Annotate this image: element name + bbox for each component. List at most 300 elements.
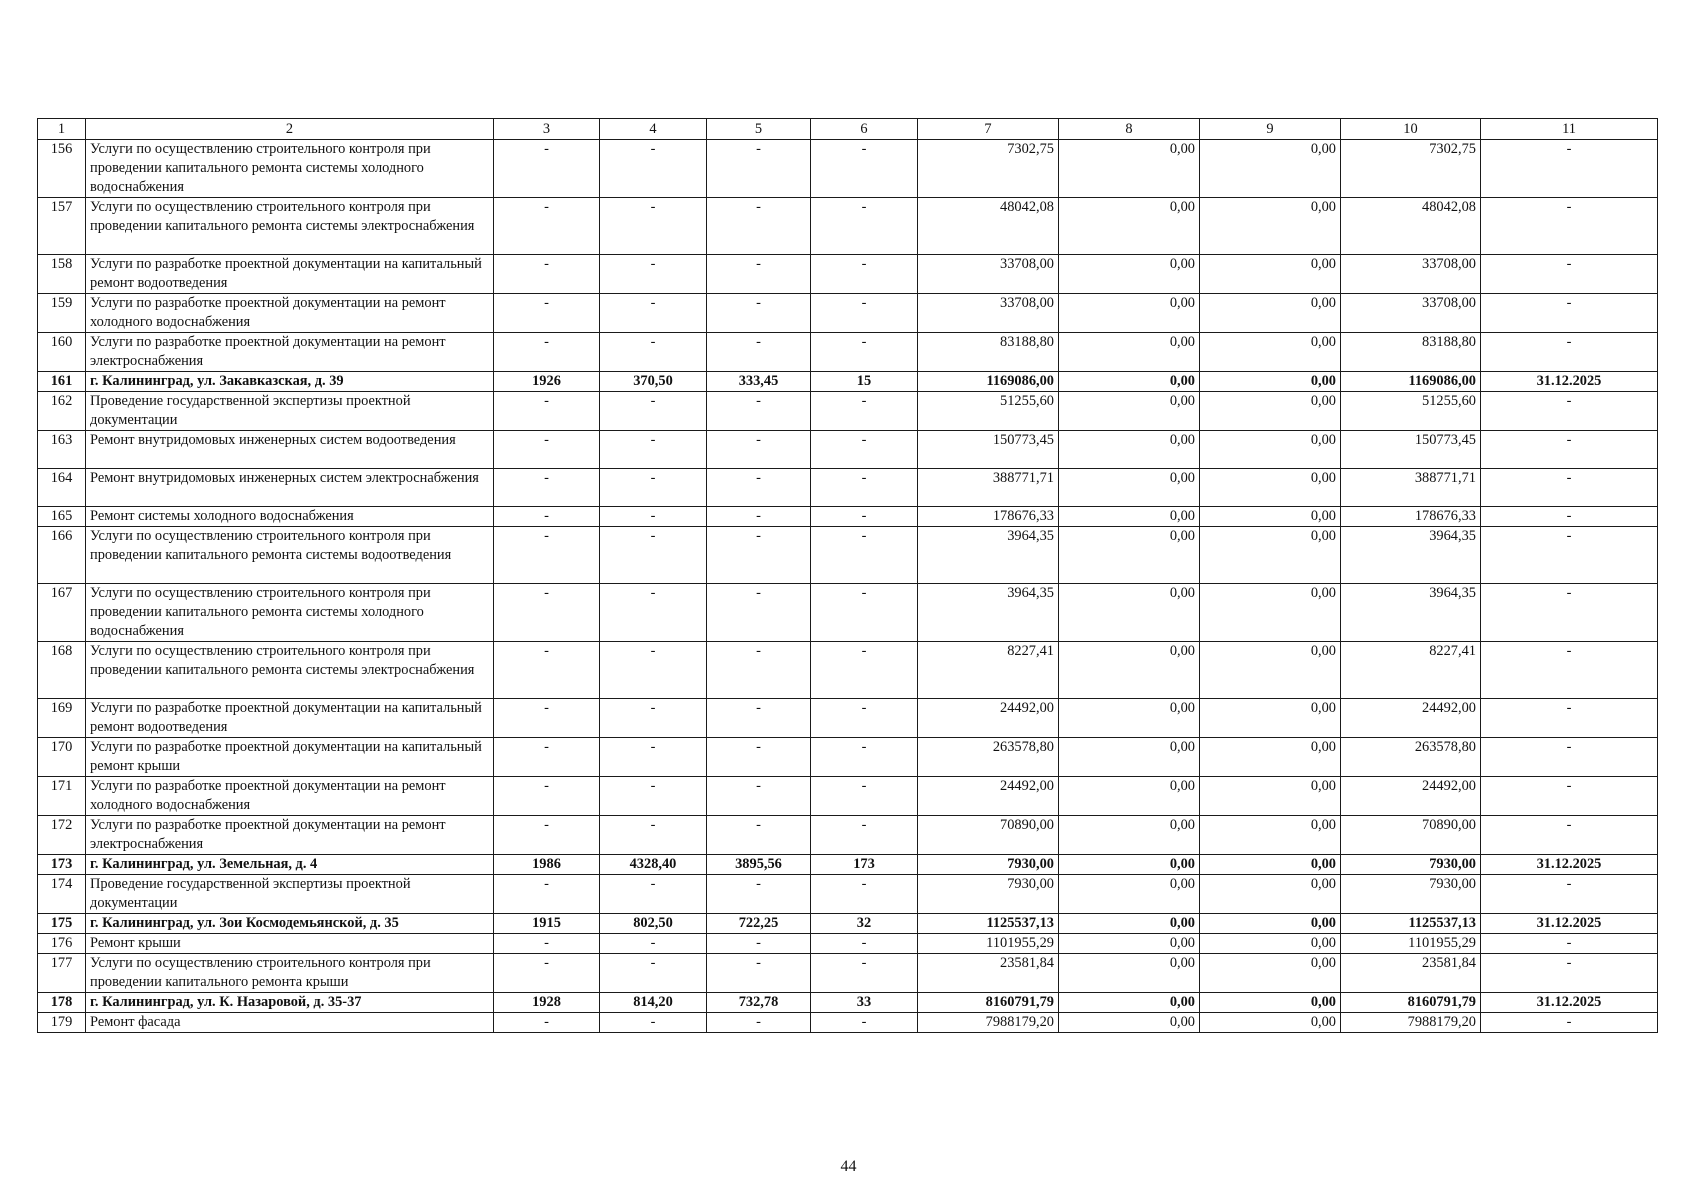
col-fund-1: 0,00 — [1059, 333, 1200, 372]
column-number: 10 — [1341, 119, 1481, 140]
col-area-total: - — [600, 507, 707, 527]
col-area-living: - — [707, 333, 811, 372]
col-deadline: - — [1481, 527, 1658, 584]
row-number: 160 — [38, 333, 86, 372]
work-item-row — [38, 469, 1658, 507]
col-fund-2: 0,00 — [1200, 738, 1341, 777]
row-number: 158 — [38, 255, 86, 294]
row-number: 163 — [38, 431, 86, 469]
col-deadline: - — [1481, 777, 1658, 816]
row-description: Услуги по разработке проектной документации на капитальный ремонт водоотведения — [86, 255, 494, 294]
col-fund-owners: 7930,00 — [1341, 875, 1481, 914]
col-year: - — [494, 584, 600, 642]
col-fund-1: 0,00 — [1059, 527, 1200, 584]
col-fund-owners: 7988179,20 — [1341, 1013, 1481, 1033]
col-cost-total: 51255,60 — [918, 392, 1059, 431]
row-description: Ремонт внутридомовых инженерных систем водоотведения — [86, 431, 494, 469]
col-deadline: - — [1481, 934, 1658, 954]
col-fund-owners: 1101955,29 — [1341, 934, 1481, 954]
col-area-living: 333,45 — [707, 372, 811, 392]
col-year: - — [494, 527, 600, 584]
work-item-row — [38, 699, 1658, 738]
col-area-total: - — [600, 431, 707, 469]
col-fund-owners: 1125537,13 — [1341, 914, 1481, 934]
column-number: 4 — [600, 119, 707, 140]
row-number: 177 — [38, 954, 86, 993]
row-description: Ремонт фасада — [86, 1013, 494, 1033]
row-description: Услуги по осуществлению строительного контроля при проведении капитального ремонта системы холодного водоснабжения — [86, 140, 494, 198]
column-number: 7 — [918, 119, 1059, 140]
col-area-living: - — [707, 140, 811, 198]
col-area-living: - — [707, 816, 811, 855]
col-cost-total: 7988179,20 — [918, 1013, 1059, 1033]
col-fund-owners: 51255,60 — [1341, 392, 1481, 431]
col-deadline: 31.12.2025 — [1481, 855, 1658, 875]
col-fund-1: 0,00 — [1059, 875, 1200, 914]
col-fund-owners: 8227,41 — [1341, 642, 1481, 699]
work-item-row — [38, 777, 1658, 816]
col-area-total: 370,50 — [600, 372, 707, 392]
col-cost-total: 24492,00 — [918, 777, 1059, 816]
col-year: - — [494, 875, 600, 914]
row-description: Услуги по разработке проектной документации на ремонт холодного водоснабжения — [86, 777, 494, 816]
col-fund-owners: 24492,00 — [1341, 777, 1481, 816]
col-year: - — [494, 699, 600, 738]
col-deadline: 31.12.2025 — [1481, 993, 1658, 1013]
col-fund-owners: 23581,84 — [1341, 954, 1481, 993]
col-residents: - — [811, 954, 918, 993]
col-year: - — [494, 140, 600, 198]
col-area-total: - — [600, 140, 707, 198]
row-description: Услуги по разработке проектной документации на капитальный ремонт водоотведения — [86, 699, 494, 738]
col-fund-2: 0,00 — [1200, 993, 1341, 1013]
column-number: 8 — [1059, 119, 1200, 140]
row-number: 162 — [38, 392, 86, 431]
col-fund-2: 0,00 — [1200, 140, 1341, 198]
col-fund-1: 0,00 — [1059, 1013, 1200, 1033]
col-cost-total: 7302,75 — [918, 140, 1059, 198]
col-fund-1: 0,00 — [1059, 372, 1200, 392]
col-fund-owners: 7930,00 — [1341, 855, 1481, 875]
col-fund-1: 0,00 — [1059, 294, 1200, 333]
col-fund-owners: 70890,00 — [1341, 816, 1481, 855]
col-deadline: - — [1481, 392, 1658, 431]
col-area-living: - — [707, 1013, 811, 1033]
col-area-living: - — [707, 642, 811, 699]
col-area-living: - — [707, 392, 811, 431]
col-residents: - — [811, 333, 918, 372]
col-fund-owners: 3964,35 — [1341, 584, 1481, 642]
col-fund-2: 0,00 — [1200, 392, 1341, 431]
col-fund-owners: 388771,71 — [1341, 469, 1481, 507]
col-deadline: - — [1481, 507, 1658, 527]
col-residents: - — [811, 469, 918, 507]
col-area-total: - — [600, 469, 707, 507]
col-fund-owners: 7302,75 — [1341, 140, 1481, 198]
col-fund-1: 0,00 — [1059, 255, 1200, 294]
col-fund-2: 0,00 — [1200, 934, 1341, 954]
work-item-row — [38, 431, 1658, 469]
col-deadline: - — [1481, 294, 1658, 333]
col-fund-1: 0,00 — [1059, 584, 1200, 642]
col-fund-2: 0,00 — [1200, 527, 1341, 584]
col-year: - — [494, 1013, 600, 1033]
col-area-total: 802,50 — [600, 914, 707, 934]
row-number: 156 — [38, 140, 86, 198]
col-year: 1928 — [494, 993, 600, 1013]
address-row — [38, 993, 1658, 1013]
col-fund-owners: 150773,45 — [1341, 431, 1481, 469]
col-deadline: - — [1481, 469, 1658, 507]
col-residents: 173 — [811, 855, 918, 875]
col-fund-owners: 263578,80 — [1341, 738, 1481, 777]
col-fund-1: 0,00 — [1059, 954, 1200, 993]
col-year: - — [494, 255, 600, 294]
col-area-living: - — [707, 469, 811, 507]
col-fund-1: 0,00 — [1059, 642, 1200, 699]
row-number: 157 — [38, 198, 86, 255]
col-residents: - — [811, 816, 918, 855]
col-residents: 15 — [811, 372, 918, 392]
col-cost-total: 1169086,00 — [918, 372, 1059, 392]
row-number: 169 — [38, 699, 86, 738]
col-area-living: 732,78 — [707, 993, 811, 1013]
col-fund-1: 0,00 — [1059, 469, 1200, 507]
col-year: - — [494, 777, 600, 816]
col-residents: 33 — [811, 993, 918, 1013]
col-area-living: 3895,56 — [707, 855, 811, 875]
row-number: 178 — [38, 993, 86, 1013]
col-year: - — [494, 392, 600, 431]
row-description: Проведение государственной экспертизы проектной документации — [86, 875, 494, 914]
row-description: Услуги по осуществлению строительного контроля при проведении капитального ремонта системы холодного водоснабжения — [86, 584, 494, 642]
col-area-living: - — [707, 699, 811, 738]
col-area-total: - — [600, 294, 707, 333]
row-number: 171 — [38, 777, 86, 816]
col-fund-owners: 24492,00 — [1341, 699, 1481, 738]
col-fund-1: 0,00 — [1059, 993, 1200, 1013]
col-cost-total: 24492,00 — [918, 699, 1059, 738]
col-fund-2: 0,00 — [1200, 816, 1341, 855]
col-cost-total: 178676,33 — [918, 507, 1059, 527]
col-cost-total: 3964,35 — [918, 527, 1059, 584]
col-area-total: 4328,40 — [600, 855, 707, 875]
work-item-row — [38, 333, 1658, 372]
row-number: 164 — [38, 469, 86, 507]
col-residents: - — [811, 507, 918, 527]
column-number: 9 — [1200, 119, 1341, 140]
work-item-row — [38, 934, 1658, 954]
column-number: 6 — [811, 119, 918, 140]
col-fund-owners: 8160791,79 — [1341, 993, 1481, 1013]
col-deadline: - — [1481, 738, 1658, 777]
column-number: 1 — [38, 119, 86, 140]
col-area-living: - — [707, 934, 811, 954]
col-year: 1986 — [494, 855, 600, 875]
col-deadline: - — [1481, 699, 1658, 738]
work-item-row — [38, 738, 1658, 777]
col-fund-2: 0,00 — [1200, 469, 1341, 507]
col-area-living: - — [707, 294, 811, 333]
col-fund-2: 0,00 — [1200, 372, 1341, 392]
col-area-living: - — [707, 584, 811, 642]
col-deadline: - — [1481, 333, 1658, 372]
column-number: 5 — [707, 119, 811, 140]
work-item-row — [38, 140, 1658, 198]
col-cost-total: 33708,00 — [918, 294, 1059, 333]
col-cost-total: 48042,08 — [918, 198, 1059, 255]
row-description: г. Калининград, ул. Зои Космодемьянской, д. 35 — [86, 914, 494, 934]
col-cost-total: 388771,71 — [918, 469, 1059, 507]
col-fund-owners: 83188,80 — [1341, 333, 1481, 372]
row-number: 168 — [38, 642, 86, 699]
col-area-total: - — [600, 198, 707, 255]
row-description: Проведение государственной экспертизы проектной документации — [86, 392, 494, 431]
row-description: Услуги по разработке проектной документации на ремонт электроснабжения — [86, 333, 494, 372]
work-item-row — [38, 392, 1658, 431]
col-cost-total: 1125537,13 — [918, 914, 1059, 934]
col-area-total: - — [600, 738, 707, 777]
col-year: - — [494, 431, 600, 469]
address-row — [38, 372, 1658, 392]
row-number: 175 — [38, 914, 86, 934]
row-description: Услуги по осуществлению строительного контроля при проведении капитального ремонта крыши — [86, 954, 494, 993]
col-year: 1926 — [494, 372, 600, 392]
col-fund-1: 0,00 — [1059, 816, 1200, 855]
col-fund-2: 0,00 — [1200, 642, 1341, 699]
col-fund-2: 0,00 — [1200, 1013, 1341, 1033]
col-residents: - — [811, 431, 918, 469]
work-item-row — [38, 875, 1658, 914]
col-cost-total: 23581,84 — [918, 954, 1059, 993]
row-number: 170 — [38, 738, 86, 777]
col-deadline: - — [1481, 431, 1658, 469]
col-cost-total: 8227,41 — [918, 642, 1059, 699]
col-fund-owners: 3964,35 — [1341, 527, 1481, 584]
col-year: - — [494, 954, 600, 993]
col-area-total: - — [600, 934, 707, 954]
col-area-total: - — [600, 954, 707, 993]
column-number: 11 — [1481, 119, 1658, 140]
col-deadline: 31.12.2025 — [1481, 914, 1658, 934]
row-description: г. Калининград, ул. К. Назаровой, д. 35-37 — [86, 993, 494, 1013]
col-fund-owners: 33708,00 — [1341, 294, 1481, 333]
col-deadline: - — [1481, 1013, 1658, 1033]
row-description: Ремонт системы холодного водоснабжения — [86, 507, 494, 527]
col-residents: - — [811, 642, 918, 699]
row-description: Услуги по осуществлению строительного контроля при проведении капитального ремонта системы электроснабжения — [86, 198, 494, 255]
col-fund-2: 0,00 — [1200, 855, 1341, 875]
row-description: г. Калининград, ул. Закавказская, д. 39 — [86, 372, 494, 392]
row-description: Услуги по разработке проектной документации на капитальный ремонт крыши — [86, 738, 494, 777]
work-item-row — [38, 255, 1658, 294]
row-number: 167 — [38, 584, 86, 642]
col-deadline: - — [1481, 198, 1658, 255]
col-area-total: - — [600, 392, 707, 431]
register-table-sheet — [37, 118, 1657, 1033]
col-cost-total: 70890,00 — [918, 816, 1059, 855]
col-cost-total: 8160791,79 — [918, 993, 1059, 1013]
row-number: 165 — [38, 507, 86, 527]
work-item-row — [38, 816, 1658, 855]
table-body — [38, 119, 1658, 1033]
col-residents: - — [811, 527, 918, 584]
col-fund-1: 0,00 — [1059, 855, 1200, 875]
col-fund-1: 0,00 — [1059, 934, 1200, 954]
column-number-header-row — [38, 119, 1658, 140]
col-residents: - — [811, 198, 918, 255]
col-cost-total: 1101955,29 — [918, 934, 1059, 954]
col-fund-2: 0,00 — [1200, 333, 1341, 372]
row-number: 173 — [38, 855, 86, 875]
row-description: Услуги по осуществлению строительного контроля при проведении капитального ремонта системы электроснабжения — [86, 642, 494, 699]
col-residents: - — [811, 1013, 918, 1033]
col-year: - — [494, 507, 600, 527]
col-year: - — [494, 934, 600, 954]
col-area-total: - — [600, 816, 707, 855]
col-fund-owners: 178676,33 — [1341, 507, 1481, 527]
col-area-living: - — [707, 954, 811, 993]
col-fund-1: 0,00 — [1059, 392, 1200, 431]
col-area-total: - — [600, 527, 707, 584]
col-area-total: - — [600, 777, 707, 816]
row-description: Ремонт крыши — [86, 934, 494, 954]
col-deadline: 31.12.2025 — [1481, 372, 1658, 392]
col-deadline: - — [1481, 140, 1658, 198]
col-fund-2: 0,00 — [1200, 777, 1341, 816]
row-description: Услуги по разработке проектной документации на ремонт холодного водоснабжения — [86, 294, 494, 333]
col-fund-2: 0,00 — [1200, 198, 1341, 255]
col-cost-total: 263578,80 — [918, 738, 1059, 777]
col-year: - — [494, 469, 600, 507]
col-residents: - — [811, 392, 918, 431]
col-area-total: - — [600, 584, 707, 642]
col-area-total: - — [600, 255, 707, 294]
col-fund-1: 0,00 — [1059, 699, 1200, 738]
col-deadline: - — [1481, 642, 1658, 699]
col-area-total: - — [600, 875, 707, 914]
col-fund-owners: 1169086,00 — [1341, 372, 1481, 392]
col-cost-total: 7930,00 — [918, 875, 1059, 914]
col-cost-total: 3964,35 — [918, 584, 1059, 642]
col-residents: - — [811, 255, 918, 294]
work-item-row — [38, 642, 1658, 699]
col-area-living: - — [707, 527, 811, 584]
address-row — [38, 914, 1658, 934]
col-year: - — [494, 333, 600, 372]
col-residents: - — [811, 738, 918, 777]
col-deadline: - — [1481, 875, 1658, 914]
col-fund-owners: 33708,00 — [1341, 255, 1481, 294]
column-number: 3 — [494, 119, 600, 140]
col-fund-1: 0,00 — [1059, 777, 1200, 816]
col-fund-2: 0,00 — [1200, 584, 1341, 642]
row-number: 159 — [38, 294, 86, 333]
work-item-row — [38, 507, 1658, 527]
row-description: Ремонт внутридомовых инженерных систем электроснабжения — [86, 469, 494, 507]
col-deadline: - — [1481, 584, 1658, 642]
col-year: - — [494, 642, 600, 699]
work-item-row — [38, 1013, 1658, 1033]
col-area-total: - — [600, 699, 707, 738]
col-residents: - — [811, 294, 918, 333]
work-item-row — [38, 527, 1658, 584]
col-fund-1: 0,00 — [1059, 738, 1200, 777]
col-area-living: - — [707, 777, 811, 816]
row-description: Услуги по осуществлению строительного контроля при проведении капитального ремонта системы водоотведения — [86, 527, 494, 584]
col-area-total: - — [600, 642, 707, 699]
col-area-total: - — [600, 333, 707, 372]
col-residents: - — [811, 875, 918, 914]
col-fund-2: 0,00 — [1200, 699, 1341, 738]
row-number: 176 — [38, 934, 86, 954]
col-fund-1: 0,00 — [1059, 431, 1200, 469]
row-number: 174 — [38, 875, 86, 914]
row-number: 166 — [38, 527, 86, 584]
col-residents: 32 — [811, 914, 918, 934]
col-area-living: - — [707, 431, 811, 469]
col-area-total: - — [600, 1013, 707, 1033]
row-number: 172 — [38, 816, 86, 855]
col-fund-1: 0,00 — [1059, 198, 1200, 255]
col-fund-1: 0,00 — [1059, 140, 1200, 198]
col-fund-2: 0,00 — [1200, 294, 1341, 333]
col-residents: - — [811, 140, 918, 198]
col-fund-2: 0,00 — [1200, 507, 1341, 527]
col-cost-total: 83188,80 — [918, 333, 1059, 372]
col-area-living: - — [707, 198, 811, 255]
column-number: 2 — [86, 119, 494, 140]
col-fund-2: 0,00 — [1200, 954, 1341, 993]
col-residents: - — [811, 777, 918, 816]
register-table — [37, 118, 1658, 1033]
col-fund-owners: 48042,08 — [1341, 198, 1481, 255]
work-item-row — [38, 294, 1658, 333]
col-area-living: - — [707, 738, 811, 777]
col-fund-2: 0,00 — [1200, 914, 1341, 934]
row-number: 161 — [38, 372, 86, 392]
col-deadline: - — [1481, 954, 1658, 993]
row-description: Услуги по разработке проектной документации на ремонт электроснабжения — [86, 816, 494, 855]
col-residents: - — [811, 934, 918, 954]
col-cost-total: 150773,45 — [918, 431, 1059, 469]
col-fund-1: 0,00 — [1059, 914, 1200, 934]
row-number: 179 — [38, 1013, 86, 1033]
col-residents: - — [811, 584, 918, 642]
col-fund-2: 0,00 — [1200, 875, 1341, 914]
row-description: г. Калининград, ул. Земельная, д. 4 — [86, 855, 494, 875]
col-cost-total: 33708,00 — [918, 255, 1059, 294]
col-area-living: - — [707, 255, 811, 294]
col-year: - — [494, 738, 600, 777]
col-year: - — [494, 294, 600, 333]
col-area-living: - — [707, 507, 811, 527]
col-year: - — [494, 816, 600, 855]
col-fund-2: 0,00 — [1200, 255, 1341, 294]
address-row — [38, 855, 1658, 875]
col-deadline: - — [1481, 255, 1658, 294]
col-residents: - — [811, 699, 918, 738]
work-item-row — [38, 584, 1658, 642]
col-area-living: 722,25 — [707, 914, 811, 934]
page-number: 44 — [840, 1158, 857, 1175]
col-deadline: - — [1481, 816, 1658, 855]
col-area-living: - — [707, 875, 811, 914]
col-year: 1915 — [494, 914, 600, 934]
col-cost-total: 7930,00 — [918, 855, 1059, 875]
col-fund-2: 0,00 — [1200, 431, 1341, 469]
col-year: - — [494, 198, 600, 255]
